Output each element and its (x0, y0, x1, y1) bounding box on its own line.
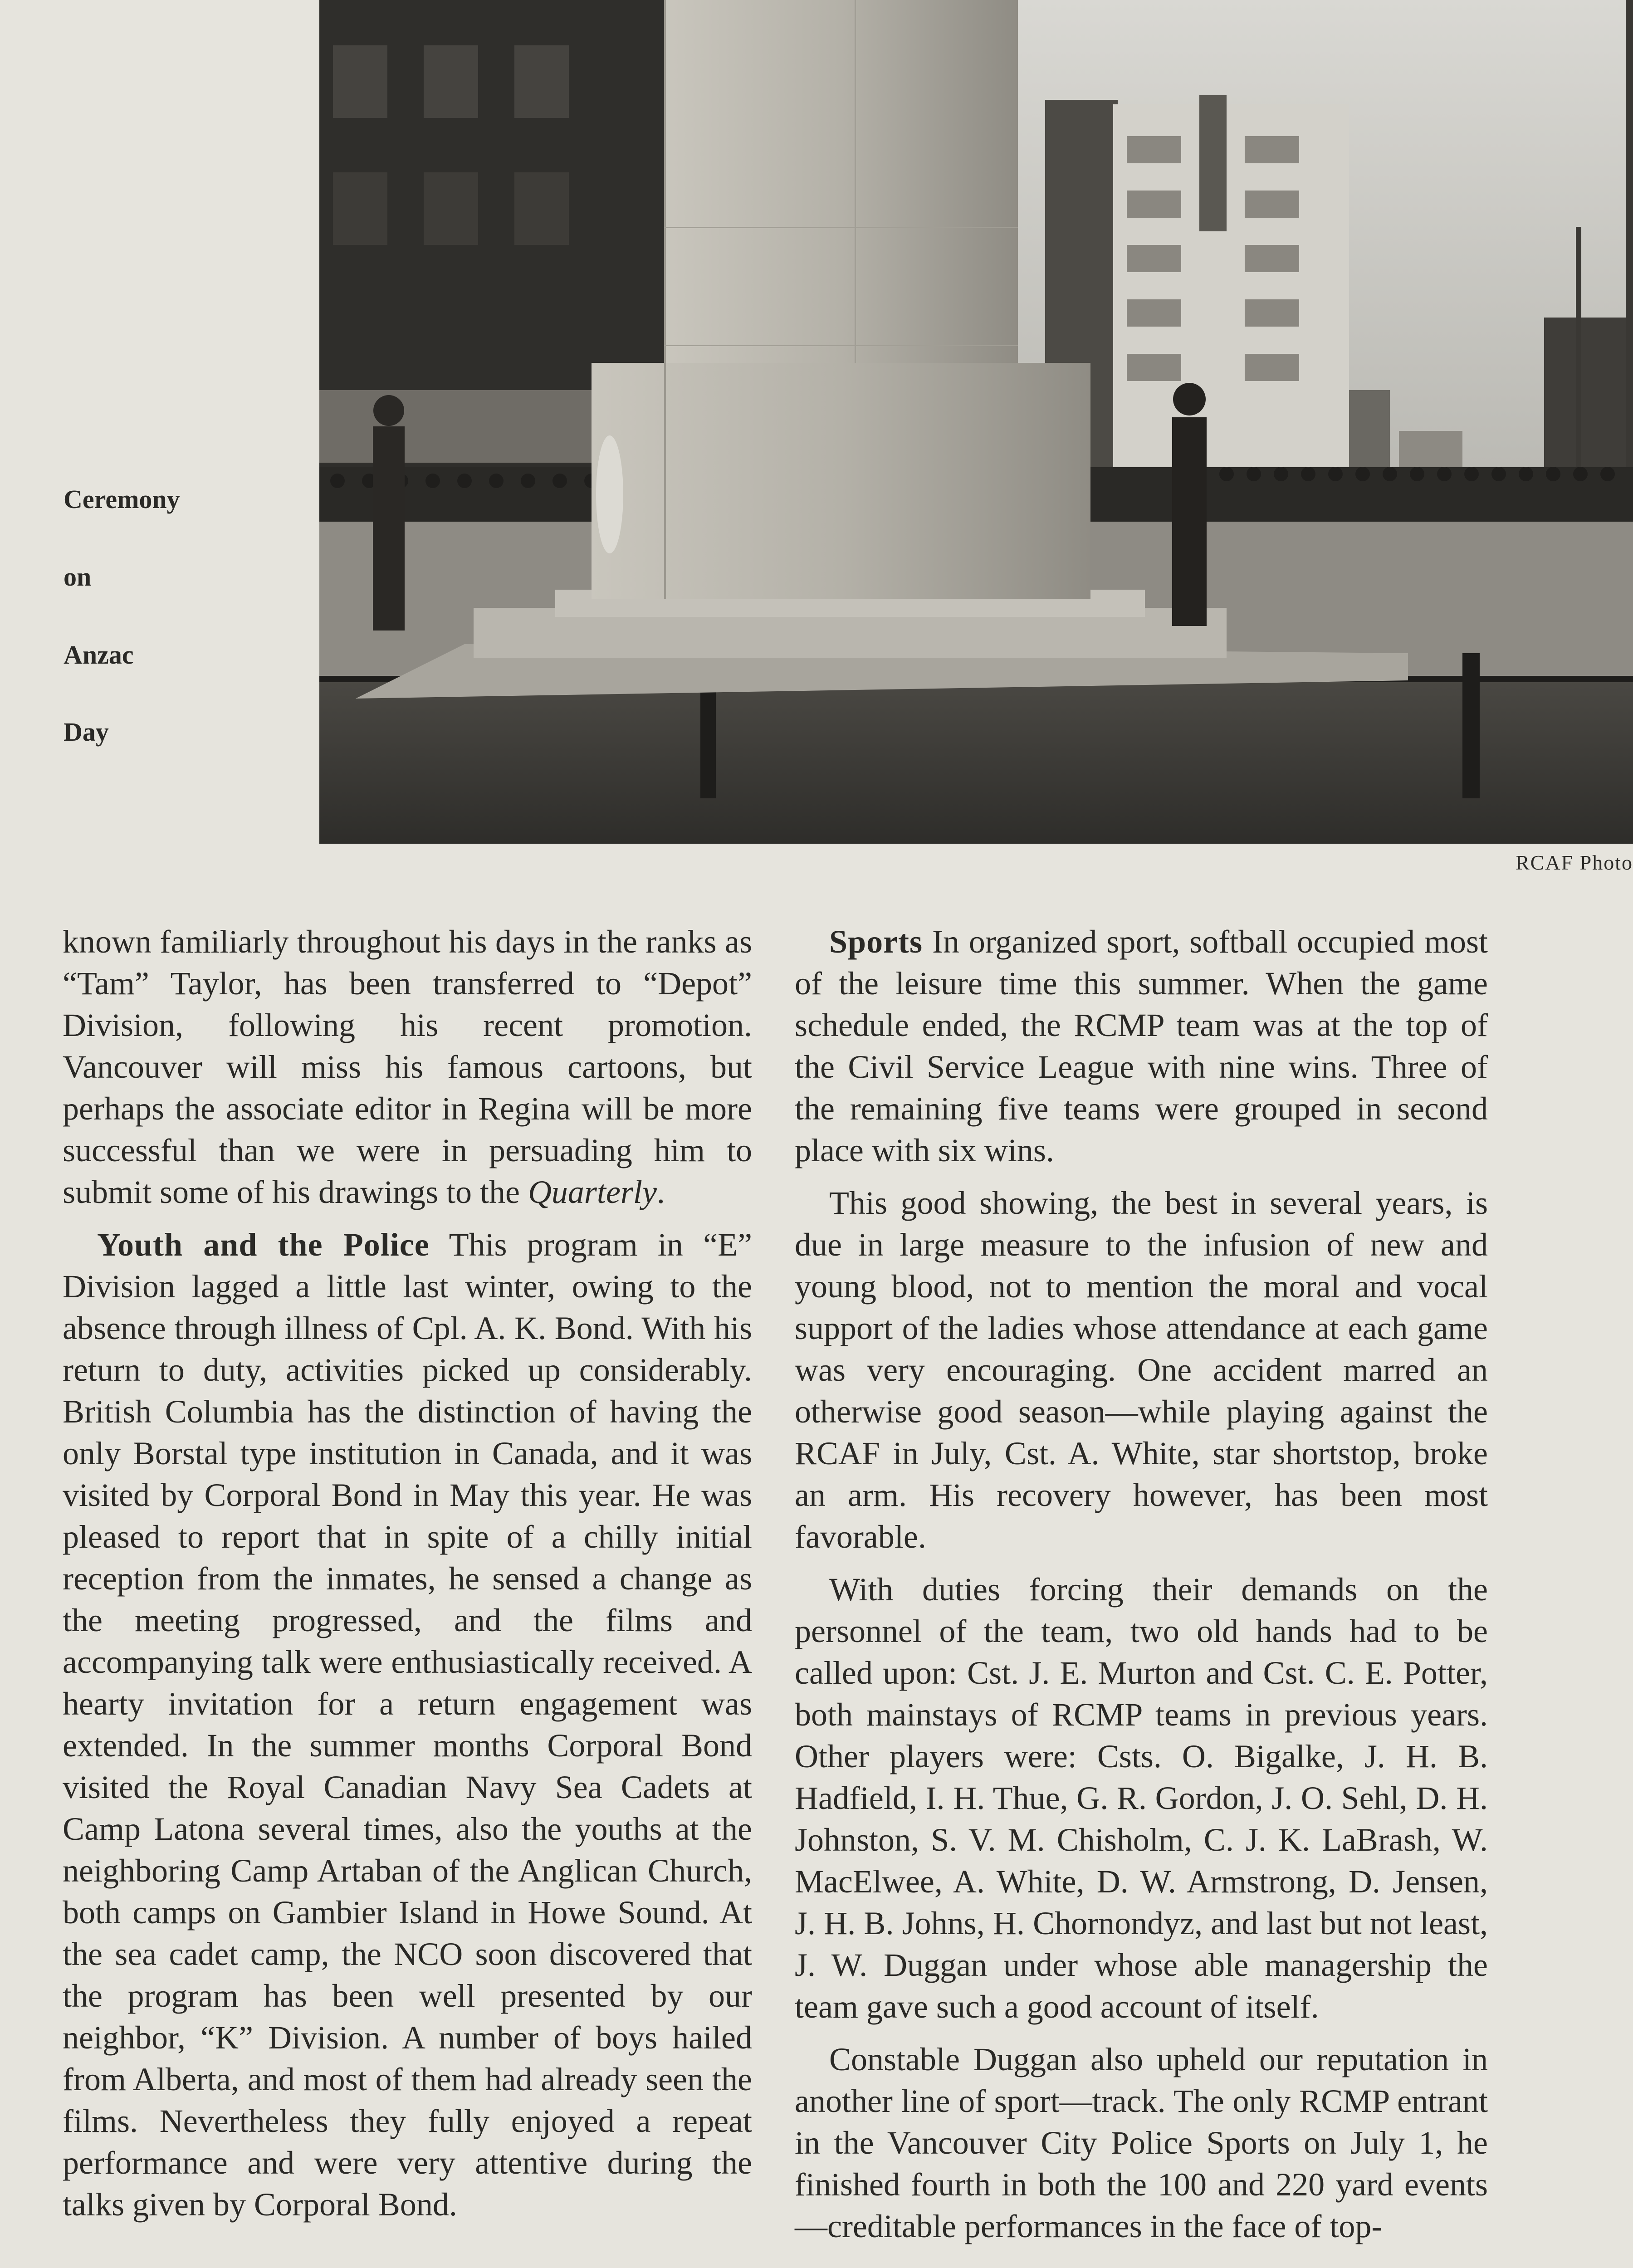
photo-caption-line-1: Ceremony (64, 484, 180, 514)
left-paragraph-1 (63, 921, 752, 1213)
left-paragraph-1-text: known familiarly throughout his days in the ranks as “Tam” Taylor, has been transferred to “Depot” Division, following his recent promotion. Vancouver will miss his famous cartoons, but perhaps the associate editor in Regina will be more successful than we were in persuading him to submit some of his drawings to the (63, 924, 752, 1210)
ceremony-photo (319, 0, 1633, 844)
right-paragraph-3: With duties forcing their demands on the personnel of the team, two old hands had to be called upon: Cst. J. E. Murton and Cst. C. E. Potter, both mainstays of RCMP teams in previous years. Other players were: Csts. O. Bigalke, J. H. B. Hadfield, I. H. Thue, G. R. Gordon, J. O. Sehl, D. H. Johnston, S. V. M. Chisholm, C. J. K. LaBrash, W. MacElwee, A. White, D. W. Armstrong, D. Jensen, J. H. B. Johns, H. Chornondyz, and last but not least, J. W. Duggan under whose able managership the team gave such a good account of itself. (795, 1571, 1488, 2025)
photo-credit: RCAF Photo (1515, 851, 1633, 874)
sports-heading: Sports (829, 924, 923, 960)
photo-caption-line-2: on (64, 562, 92, 591)
left-paragraph-2-text: This program in “E” Division lagged a little last winter, owing to the absence through illness of Cpl. A. K. Bond. With his return to duty, activities picked up considerably. British Columbia has the distinction of having the only Borstal type institution in Canada, and it was visited by Corporal Bond in May this year. He was pleased to report that in spite of a chilly initial reception from the inmates, he sensed a change as the meeting progressed, and the films and accompanying talk were enthusiastically received. A hearty invitation for a return engagement was extended. In the summer months Corporal Bond visited the Royal Canadian Navy Sea Cadets at Camp Latona several times, also the youths at the neighboring Camp Artaban of the Anglican Church, both camps on Gambier Island in Howe Sound. At the sea cadet camp, the NCO soon discovered that the program has been well presented by our neighbor, “K” Division. A number of boys hailed from Alberta, and most of them had already seen the films. Nevertheless they fully enjoyed a repeat performance and were very attentive during the talks given by Corporal Bond. (63, 1227, 753, 2223)
cenotaph-photo-illustration (319, 0, 1633, 844)
youth-and-police-heading: Youth and the Police (97, 1227, 430, 1263)
right-paragraph-2: This good showing, the best in several years, is due in large measure to the infusion of new and young blood, not to mention the moral and vocal support of the ladies whose attendance at each game was very encouraging. One accident marred an otherwise good season—while playing against the RCAF in July, Cst. A. White, star shortstop, broke an arm. His recovery however, has been most favorable. (795, 1185, 1488, 1555)
left-column (63, 921, 752, 2236)
quarterly-title: Quarterly (528, 1174, 657, 1210)
left-paragraph-2 (63, 1224, 752, 2225)
photo-caption-line-3: Anzac (64, 640, 134, 670)
left-paragraph-1-end: . (656, 1174, 665, 1210)
right-paragraph-1 (795, 921, 1488, 1171)
right-paragraph-4: Constable Duggan also upheld our reputation in another line of sport—track. The only RCMP entrant in the Vancouver City Police Sports on July 1, he finished fourth in both the 100 and 220 yard events—creditable performances in the face of top- (795, 2041, 1488, 2244)
right-paragraph-1-text: In organized sport, softball occupied most of the leisure time this summer. When the game schedule ended, the RCMP team was at the top of the Civil Service League with nine wins. Three of the remaining five teams were grouped in second place with six wins. (795, 924, 1488, 1168)
right-column (795, 921, 1488, 2258)
photo-caption-line-4: Day (64, 717, 109, 747)
